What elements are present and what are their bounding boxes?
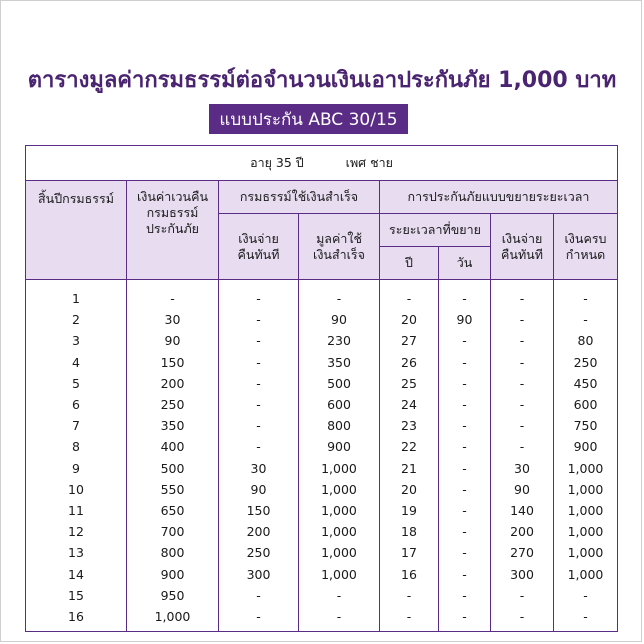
cell-paid-up-cash: 250: [219, 542, 299, 563]
header-extended-cash-line2: คืนทันที: [501, 246, 543, 262]
cell-paid-up-value: 1,000: [299, 563, 380, 584]
cell-paid-up-value: 800: [299, 415, 380, 436]
cell-extended-cash: 300: [491, 563, 554, 584]
cell-extended-cash: -: [491, 352, 554, 373]
table-row: [26, 542, 618, 563]
cell-endowment: 1,000: [554, 563, 618, 584]
header-paid-up-cash-line2: คืนทันที: [237, 246, 280, 262]
cell-extended-cash: -: [491, 606, 554, 632]
cell-extended-years: -: [380, 585, 439, 606]
cell-extended-days: -: [439, 563, 491, 584]
cell-year: 3: [26, 330, 127, 351]
cell-extended-days: -: [439, 542, 491, 563]
cell-paid-up-value: 1,000: [299, 479, 380, 500]
table-row: [26, 500, 618, 521]
cell-endowment: 750: [554, 415, 618, 436]
cell-endowment: -: [554, 585, 618, 606]
cell-year: 12: [26, 521, 127, 542]
cell-extended-days: 90: [439, 309, 491, 330]
cell-cash-value: 30: [127, 309, 219, 330]
cell-extended-days: -: [439, 479, 491, 500]
cell-paid-up-cash: 30: [219, 458, 299, 479]
cell-cash-value: 800: [127, 542, 219, 563]
header-paid-up-cash: [219, 214, 299, 280]
cell-cash-value: 250: [127, 394, 219, 415]
cell-year: 9: [26, 458, 127, 479]
header-paid-up-cash-line1: เงินจ่าย: [238, 230, 279, 246]
cell-extended-cash: 90: [491, 479, 554, 500]
cell-extended-years: 24: [380, 394, 439, 415]
cell-extended-years: 20: [380, 309, 439, 330]
cell-extended-days: -: [439, 458, 491, 479]
cell-cash-value: 200: [127, 373, 219, 394]
cell-paid-up-value: 1,000: [299, 521, 380, 542]
cell-extended-cash: 270: [491, 542, 554, 563]
cell-paid-up-cash: -: [219, 394, 299, 415]
cell-extended-cash: 140: [491, 500, 554, 521]
cell-extended-days: -: [439, 585, 491, 606]
table-row: [26, 352, 618, 373]
cell-paid-up-cash: 200: [219, 521, 299, 542]
cell-endowment: 1,000: [554, 521, 618, 542]
cell-cash-value: 700: [127, 521, 219, 542]
cell-paid-up-value: -: [299, 585, 380, 606]
cell-extended-years: 16: [380, 563, 439, 584]
header-paid-up-value: [299, 214, 380, 280]
cell-paid-up-value: 900: [299, 436, 380, 457]
header-extended-period: ระยะเวลาที่ขยาย: [380, 214, 491, 247]
cell-endowment: 450: [554, 373, 618, 394]
cell-year: 5: [26, 373, 127, 394]
table-row: [26, 479, 618, 500]
table-row: [26, 563, 618, 584]
cell-extended-years: -: [380, 606, 439, 632]
cell-cash-value: 350: [127, 415, 219, 436]
page-title: ตารางมูลค่ากรมธรรม์ต่อจำนวนเงินเอาประกันภัย 1,000 บาท: [27, 68, 617, 93]
cell-paid-up-value: 500: [299, 373, 380, 394]
cell-endowment: 900: [554, 436, 618, 457]
header-endowment-line1: เงินครบ: [564, 230, 607, 246]
table-row: [26, 330, 618, 351]
header-cash-value-line2: กรมธรรม์: [146, 205, 199, 220]
cell-cash-value: 150: [127, 352, 219, 373]
insured-age: อายุ 35 ปี: [250, 155, 304, 170]
cell-year: 1: [26, 280, 127, 310]
table-row: [26, 436, 618, 457]
cell-paid-up-value: 1,000: [299, 542, 380, 563]
cell-paid-up-value: 90: [299, 309, 380, 330]
cell-extended-years: 26: [380, 352, 439, 373]
cell-cash-value: 650: [127, 500, 219, 521]
cell-extended-days: -: [439, 521, 491, 542]
cell-paid-up-value: 350: [299, 352, 380, 373]
table-row: [26, 415, 618, 436]
cell-extended-days: -: [439, 394, 491, 415]
cell-cash-value: 90: [127, 330, 219, 351]
cell-endowment: -: [554, 309, 618, 330]
cell-year: 6: [26, 394, 127, 415]
cell-extended-years: 23: [380, 415, 439, 436]
cell-endowment: -: [554, 606, 618, 632]
cell-paid-up-cash: -: [219, 585, 299, 606]
cell-paid-up-value: 1,000: [299, 500, 380, 521]
cell-extended-cash: -: [491, 330, 554, 351]
cell-extended-cash: -: [491, 585, 554, 606]
cell-cash-value: 900: [127, 563, 219, 584]
cell-extended-years: 21: [380, 458, 439, 479]
table-row: [26, 373, 618, 394]
cell-endowment: 250: [554, 352, 618, 373]
cell-paid-up-value: 600: [299, 394, 380, 415]
cell-paid-up-cash: -: [219, 606, 299, 632]
cell-paid-up-cash: -: [219, 352, 299, 373]
cell-paid-up-cash: 300: [219, 563, 299, 584]
cell-extended-days: -: [439, 415, 491, 436]
table-row: [26, 309, 618, 330]
cell-paid-up-cash: -: [219, 309, 299, 330]
table-row: [26, 458, 618, 479]
cell-cash-value: 500: [127, 458, 219, 479]
header-paid-up-value-line1: มูลค่าใช้: [316, 230, 362, 246]
table-row: [26, 521, 618, 542]
cell-cash-value: -: [127, 280, 219, 310]
header-year-end: สิ้นปีกรมธรรม์: [26, 181, 127, 280]
header-extended-group: การประกันภัยแบบขยายระยะเวลา: [380, 181, 618, 214]
cell-extended-years: 27: [380, 330, 439, 351]
cell-extended-cash: 30: [491, 458, 554, 479]
insured-info-row: [26, 146, 618, 181]
cell-paid-up-cash: 150: [219, 500, 299, 521]
cell-paid-up-value: -: [299, 606, 380, 632]
header-endowment-line2: กำหนด: [565, 246, 606, 262]
cell-paid-up-cash: -: [219, 280, 299, 310]
cell-extended-cash: -: [491, 280, 554, 310]
cell-year: 15: [26, 585, 127, 606]
cell-year: 7: [26, 415, 127, 436]
cell-extended-cash: -: [491, 394, 554, 415]
header-paid-up-value-line2: เงินสำเร็จ: [313, 246, 365, 262]
table-row: [26, 394, 618, 415]
cell-extended-days: -: [439, 606, 491, 632]
cell-extended-years: 17: [380, 542, 439, 563]
cell-year: 11: [26, 500, 127, 521]
header-cash-value-line3: ประกันภัย: [145, 221, 200, 236]
cell-endowment: -: [554, 280, 618, 310]
cell-endowment: 1,000: [554, 458, 618, 479]
cell-extended-days: -: [439, 280, 491, 310]
cell-extended-years: 25: [380, 373, 439, 394]
cell-extended-cash: -: [491, 436, 554, 457]
cell-extended-years: 18: [380, 521, 439, 542]
cell-year: 4: [26, 352, 127, 373]
cell-extended-days: -: [439, 330, 491, 351]
cell-paid-up-value: -: [299, 280, 380, 310]
cell-endowment: 600: [554, 394, 618, 415]
cell-extended-days: -: [439, 352, 491, 373]
cell-cash-value: 1,000: [127, 606, 219, 632]
cell-extended-years: -: [380, 280, 439, 310]
cell-extended-cash: -: [491, 309, 554, 330]
cell-extended-days: -: [439, 373, 491, 394]
cell-extended-cash: 200: [491, 521, 554, 542]
header-cash-value: [127, 181, 219, 280]
plan-badge: แบบประกัน ABC 30/15: [209, 104, 408, 134]
cell-extended-days: -: [439, 436, 491, 457]
cell-year: 10: [26, 479, 127, 500]
cell-extended-years: 20: [380, 479, 439, 500]
table-row: [26, 280, 618, 310]
cell-year: 16: [26, 606, 127, 632]
header-endowment: [554, 214, 618, 280]
header-years: ปี: [380, 247, 439, 280]
cell-paid-up-cash: -: [219, 330, 299, 351]
cell-year: 13: [26, 542, 127, 563]
cell-extended-years: 19: [380, 500, 439, 521]
cell-extended-cash: -: [491, 415, 554, 436]
surrender-value-table: [25, 145, 618, 632]
cell-year: 14: [26, 563, 127, 584]
header-days: วัน: [439, 247, 491, 280]
cell-cash-value: 400: [127, 436, 219, 457]
cell-cash-value: 550: [127, 479, 219, 500]
cell-extended-years: 22: [380, 436, 439, 457]
cell-endowment: 1,000: [554, 500, 618, 521]
header-extended-cash-line1: เงินจ่าย: [501, 230, 543, 246]
cell-paid-up-value: 1,000: [299, 458, 380, 479]
cell-paid-up-cash: -: [219, 373, 299, 394]
cell-endowment: 1,000: [554, 542, 618, 563]
cell-paid-up-cash: -: [219, 415, 299, 436]
cell-paid-up-value: 230: [299, 330, 380, 351]
cell-paid-up-cash: -: [219, 436, 299, 457]
cell-extended-cash: -: [491, 373, 554, 394]
cell-endowment: 1,000: [554, 479, 618, 500]
table-row: [26, 606, 618, 632]
cell-endowment: 80: [554, 330, 618, 351]
cell-cash-value: 950: [127, 585, 219, 606]
table-row: [26, 585, 618, 606]
cell-extended-days: -: [439, 500, 491, 521]
header-extended-cash: [491, 214, 554, 280]
cell-year: 2: [26, 309, 127, 330]
cell-paid-up-cash: 90: [219, 479, 299, 500]
insured-sex: เพศ ชาย: [345, 155, 393, 170]
cell-year: 8: [26, 436, 127, 457]
header-paid-up-group: กรมธรรม์ใช้เงินสำเร็จ: [219, 181, 380, 214]
header-cash-value-line1: เงินค่าเวนคืน: [136, 189, 209, 204]
